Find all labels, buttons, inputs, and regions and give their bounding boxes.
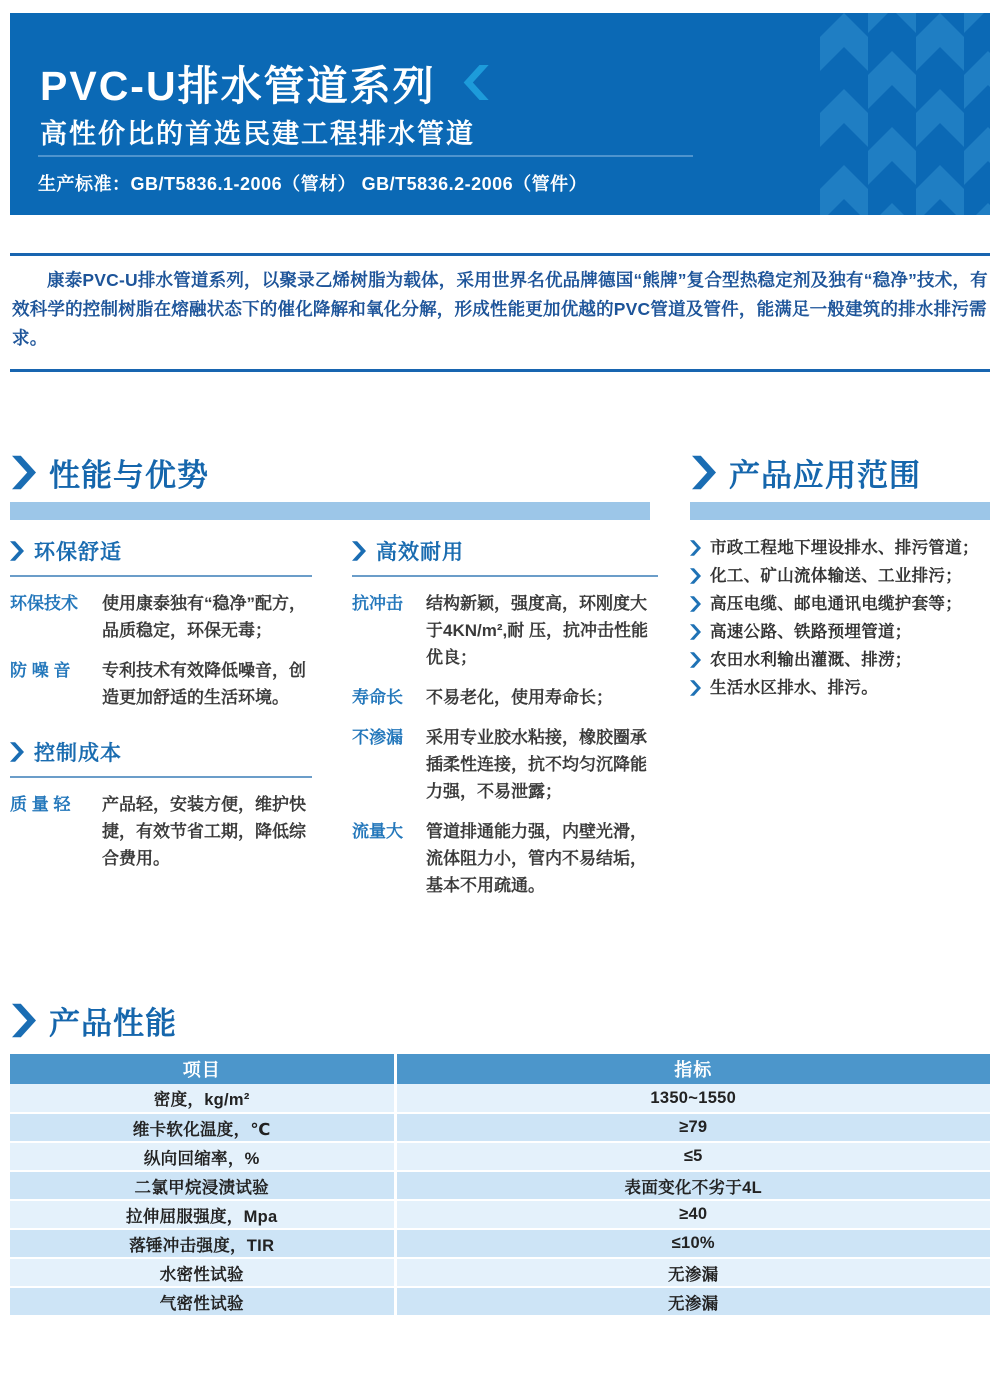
- property-value-cell: ≥40: [395, 1200, 990, 1229]
- chevron-right-icon: [10, 742, 24, 762]
- chevron-right-icon: [352, 541, 366, 561]
- chevron-right-icon: [10, 541, 24, 561]
- application-item-text: 化工、矿山流体输送、工业排污；: [710, 567, 962, 585]
- intro-section: [10, 253, 990, 372]
- table-row: [10, 1171, 990, 1200]
- list-item: [690, 678, 996, 698]
- feature-label: 不渗漏: [352, 728, 403, 747]
- feature-label: 寿命长: [352, 688, 403, 707]
- group-eco-comfort: [10, 536, 312, 711]
- property-name-cell: 密度，kg/m²: [10, 1084, 395, 1113]
- feature-text: 产品轻，安装方便，维护快捷，有效节省工期，降低综合费用。: [102, 795, 306, 868]
- table-row: [10, 1287, 990, 1316]
- subsection-title: 高效耐用: [376, 541, 464, 564]
- feature-item: [10, 590, 312, 644]
- performance-column-right: [352, 536, 658, 899]
- production-standard: 生产标准：GB/T5836.1-2006（管材） GB/T5836.2-2006（管件）: [38, 174, 588, 194]
- page-title: PVC-U排水管道系列: [40, 63, 436, 109]
- table-row: [10, 1084, 990, 1113]
- banner-title-row: [40, 53, 491, 112]
- feature-item: [352, 724, 658, 805]
- group-cost-control-heading: [10, 737, 312, 778]
- property-name-cell: 气密性试验: [10, 1287, 395, 1316]
- performance-column-left: [10, 536, 312, 899]
- application-item-text: 农田水利输出灌溉、排涝；: [710, 651, 912, 669]
- performance-columns: [10, 536, 658, 899]
- application-item-text: 高速公路、铁路预埋管道；: [710, 623, 912, 641]
- list-item: [690, 538, 996, 558]
- feature-text: 结构新颖，强度高，环刚度大于4KN/m²,耐 压，抗冲击性能优良；: [426, 594, 648, 667]
- table-header-row: [10, 1054, 990, 1084]
- property-name-cell: 二氯甲烷浸渍试验: [10, 1171, 395, 1200]
- banner: [10, 13, 990, 215]
- property-name-cell: 拉伸屈服强度，Mpa: [10, 1200, 395, 1229]
- feature-label: 防 噪 音: [10, 661, 71, 680]
- chevron-right-icon: [12, 1003, 36, 1038]
- property-value-cell: ≥79: [395, 1113, 990, 1142]
- chevron-up-pattern-icon: [820, 13, 990, 215]
- performance-section-title: 性能与优势: [49, 458, 209, 493]
- feature-item: [352, 684, 658, 711]
- chevron-right-icon: [12, 455, 36, 490]
- feature-text: 管道排通能力强，内壁光滑，流体阻力小，管内不易结垢，基本不用疏通。: [426, 822, 647, 895]
- list-item: [690, 594, 996, 614]
- performance-section-bar: [10, 502, 650, 520]
- feature-label: 环保技术: [10, 594, 78, 613]
- feature-text: 采用专业胶水粘接，橡胶圈承插柔性连接，抗不均匀沉降能力强，不易泄露；: [426, 728, 647, 801]
- application-list: [690, 538, 996, 706]
- feature-item: [352, 818, 658, 899]
- application-section-title: 产品应用范围: [729, 458, 921, 493]
- property-value-cell: 表面变化不劣于4L: [395, 1171, 990, 1200]
- table-row: [10, 1142, 990, 1171]
- table-row: [10, 1258, 990, 1287]
- product-performance-title: 产品性能: [49, 1006, 177, 1041]
- column-header-value: 指标: [395, 1054, 990, 1084]
- property-value-cell: ≤5: [395, 1142, 990, 1171]
- feature-text: 专利技术有效降低噪音，创造更加舒适的生活环境。: [102, 661, 306, 707]
- property-value-cell: 无渗漏: [395, 1287, 990, 1316]
- performance-section-heading: [12, 450, 209, 495]
- list-item: [690, 622, 996, 642]
- group-eco-comfort-heading: [10, 536, 312, 577]
- application-item-text: 高压电缆、邮电通讯电缆护套等；: [710, 595, 962, 613]
- property-name-cell: 纵向回缩率，%: [10, 1142, 395, 1171]
- feature-label: 流量大: [352, 822, 403, 841]
- application-item-text: 市政工程地下埋设排水、排污管道；: [710, 539, 979, 557]
- product-performance-heading: [12, 998, 177, 1043]
- application-item-text: 生活水区排水、排污。: [710, 679, 878, 697]
- property-value-cell: 1350~1550: [395, 1084, 990, 1113]
- table-row: [10, 1200, 990, 1229]
- chevron-right-icon: [690, 540, 701, 556]
- feature-text: 不易老化，使用寿命长；: [426, 688, 613, 707]
- column-header-property: 项目: [10, 1054, 395, 1084]
- product-performance-table: [10, 1054, 990, 1317]
- feature-item: [352, 590, 658, 671]
- list-item: [690, 650, 996, 670]
- chevron-left-icon: [458, 65, 491, 100]
- subsection-title: 环保舒适: [34, 541, 122, 564]
- chevron-right-icon: [690, 624, 701, 640]
- table-row: [10, 1229, 990, 1258]
- list-item: [690, 566, 996, 586]
- group-durable: [352, 536, 658, 899]
- property-name-cell: 维卡软化温度，℃: [10, 1113, 395, 1142]
- feature-text: 使用康泰独有“稳净”配方，品质稳定，环保无毒；: [102, 594, 306, 640]
- feature-item: [10, 791, 312, 872]
- feature-label: 质 量 轻: [10, 795, 71, 814]
- chevron-right-icon: [690, 596, 701, 612]
- intro-text: 康泰PVC-U排水管道系列，以聚录乙烯树脂为载体，采用世界名优品牌德国“熊牌”复合型热稳定剂及独有“稳净”技术，有效科学的控制树脂在熔融状态下的催化降解和氧化分解，形成性能更加优越的PVC管道及管件，能满足一般建筑的排水排污需求。: [12, 270, 988, 348]
- feature-label: 抗冲击: [352, 594, 403, 613]
- property-name-cell: 落锤冲击强度，TIR: [10, 1229, 395, 1258]
- chevron-right-icon: [692, 455, 716, 490]
- property-value-cell: 无渗漏: [395, 1258, 990, 1287]
- group-durable-heading: [352, 536, 658, 577]
- application-section-bar: [690, 502, 990, 520]
- banner-divider: [38, 155, 693, 157]
- chevron-right-icon: [690, 680, 701, 696]
- table-row: [10, 1113, 990, 1142]
- page-subtitle: 高性价比的首选民建工程排水管道: [40, 119, 475, 149]
- chevron-right-icon: [690, 652, 701, 668]
- chevron-right-icon: [690, 568, 701, 584]
- subsection-title: 控制成本: [34, 742, 122, 765]
- property-name-cell: 水密性试验: [10, 1258, 395, 1287]
- application-section-heading: [692, 450, 921, 495]
- group-cost-control: [10, 737, 312, 872]
- feature-item: [10, 657, 312, 711]
- property-value-cell: ≤10%: [395, 1229, 990, 1258]
